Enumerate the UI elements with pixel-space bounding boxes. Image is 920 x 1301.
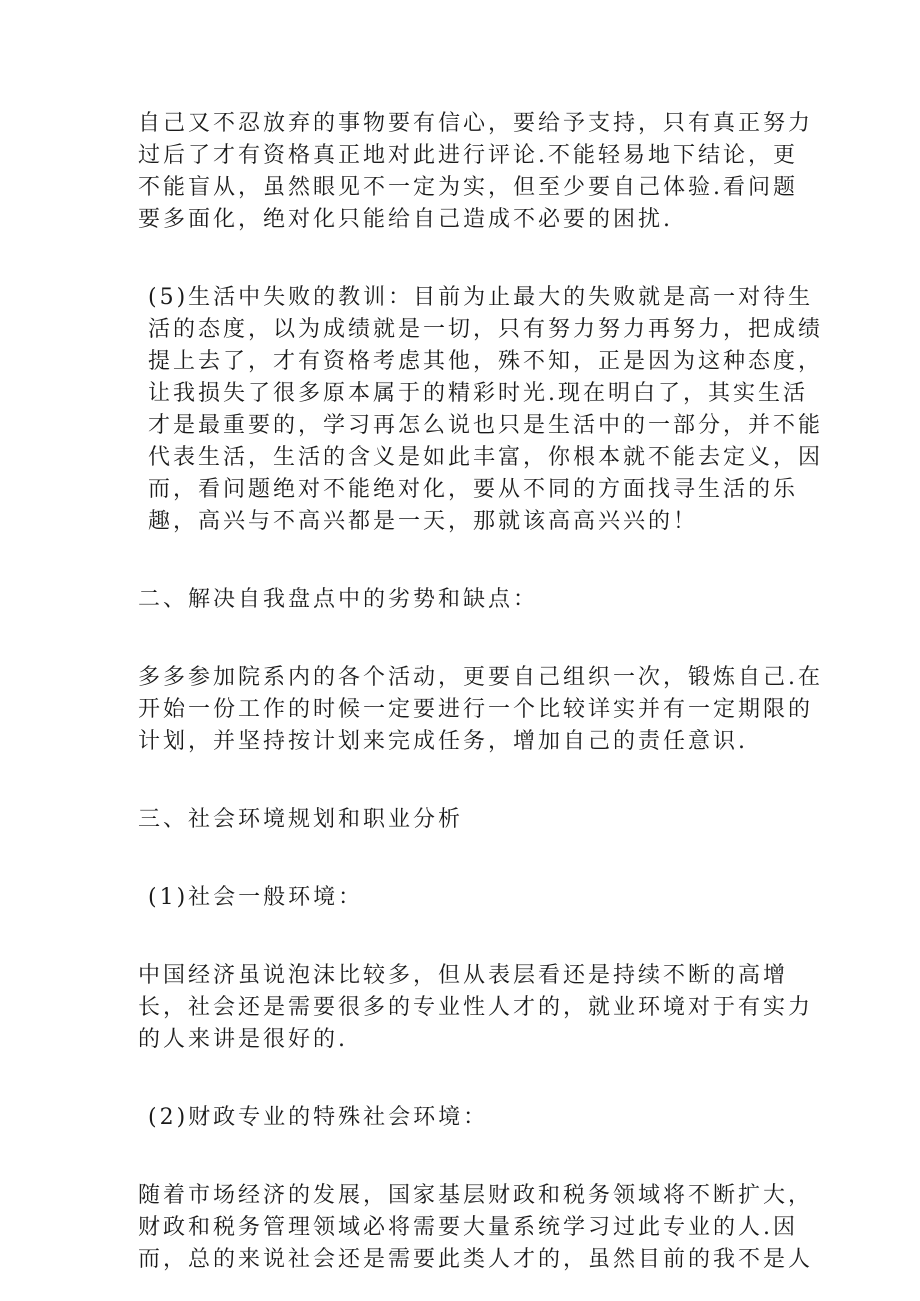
text-line: 计划，并坚持按计划来完成任务，增加自己的责任意识. xyxy=(138,729,748,754)
text-line: 趣，高兴与不高兴都是一天，那就该高高兴兴的！ xyxy=(148,509,699,534)
paragraph-5 xyxy=(138,1180,814,1276)
text-line: 财政和税务管理领域必将需要大量系统学习过此专业的人.因 xyxy=(138,1215,798,1240)
document-body xyxy=(138,108,824,1276)
text-line: 而，总的来说社会还是需要此类人才的，虽然目前的我不是人 xyxy=(138,1247,814,1272)
text-line: 长，社会还是需要很多的专业性人才的，就业环境对于有实力 xyxy=(138,995,814,1020)
subheading-text: (1)社会一般环境： xyxy=(148,885,364,910)
subheading-2 xyxy=(138,1102,778,1134)
text-line: 不能盲从，虽然眼见不一定为实，但至少要自己体验.看问题 xyxy=(138,175,798,200)
text-line: 自己又不忍放弃的事物要有信心，要给予支持，只有真正努力 xyxy=(138,111,814,136)
text-line: 让我损失了很多原本属于的精彩时光.现在明白了，其实生活 xyxy=(148,381,808,406)
heading-text: 二、解决自我盘点中的劣势和缺点： xyxy=(138,587,539,612)
section-heading-3 xyxy=(138,804,778,836)
text-line: 才是最重要的，学习再怎么说也只是生活中的一部分，并不能 xyxy=(148,413,824,438)
paragraph-2 xyxy=(138,282,824,538)
paragraph-1 xyxy=(138,108,814,236)
heading-text: 三、社会环境规划和职业分析 xyxy=(138,807,464,832)
text-line: 而，看问题绝对不能绝对化，要从不同的方面找寻生活的乐 xyxy=(148,477,799,502)
text-line: 中国经济虽说泡沫比较多，但从表层看还是持续不断的高增 xyxy=(138,963,789,988)
subheading-text: (2)财政专业的特殊社会环境： xyxy=(148,1105,489,1130)
text-line: 要多面化，绝对化只能给自己造成不必要的困扰. xyxy=(138,207,673,232)
subheading-1 xyxy=(138,882,778,914)
text-line: 活的态度，以为成绩就是一切，只有努力努力再努力，把成绩 xyxy=(148,317,824,342)
text-line: 过后了才有资格真正地对此进行评论.不能轻易地下结论，更 xyxy=(138,143,798,168)
text-line: 多多参加院系内的各个活动，更要自己组织一次，锻炼自己.在 xyxy=(138,665,823,690)
section-heading-2 xyxy=(138,584,778,616)
text-line: 随着市场经济的发展，国家基层财政和税务领域将不断扩大， xyxy=(138,1183,814,1208)
text-line: 的人来讲是很好的. xyxy=(138,1027,348,1052)
text-line: 代表生活，生活的含义是如此丰富，你根本就不能去定义，因 xyxy=(148,445,824,470)
paragraph-3 xyxy=(138,662,823,758)
text-line: 开始一份工作的时候一定要进行一个比较详实并有一定期限的 xyxy=(138,697,814,722)
text-line: 提上去了，才有资格考虑其他，殊不知，正是因为这种态度， xyxy=(148,349,824,374)
text-line: (5)生活中失败的教训：目前为止最大的失败就是高一对待生 xyxy=(148,285,814,310)
paragraph-4 xyxy=(138,960,814,1056)
